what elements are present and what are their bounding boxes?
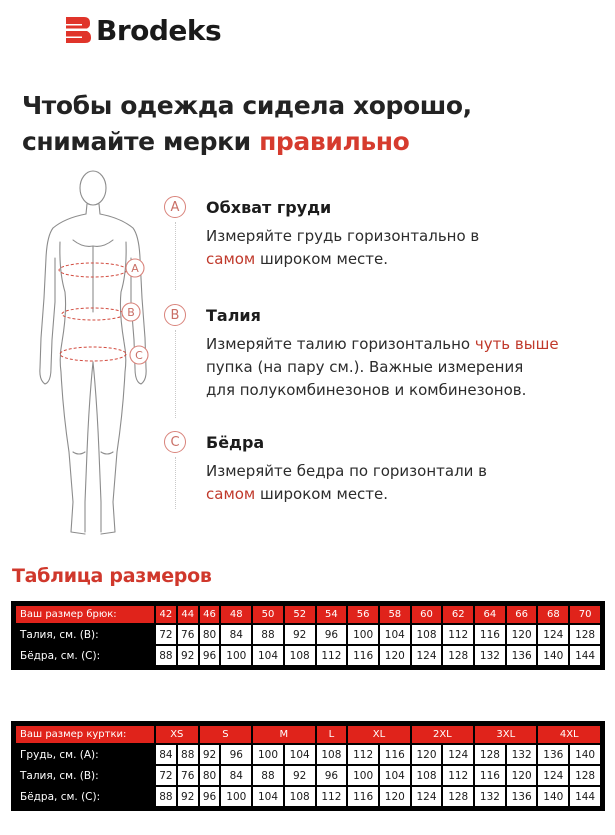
size-cell: 70: [570, 606, 600, 623]
size-cell: 58: [380, 606, 410, 623]
row-label: Бёдра, см. (C):: [16, 646, 154, 665]
value-cell: 112: [317, 646, 347, 665]
row-label: Бёдра, см. (C):: [16, 787, 154, 806]
value-cell: 116: [348, 646, 378, 665]
trousers-size-table: [11, 601, 605, 670]
value-cell: 108: [412, 766, 442, 785]
value-cell: 76: [178, 766, 198, 785]
value-cell: 84: [156, 745, 176, 764]
value-cell: 92: [178, 646, 198, 665]
size-cell: 62: [443, 606, 473, 623]
headline-line-1: Чтобы одежда сидела хорошо,: [22, 91, 472, 120]
size-cell: 54: [317, 606, 347, 623]
value-cell: 120: [507, 625, 537, 644]
value-cell: 144: [570, 646, 600, 665]
size-cell: 4XL: [538, 726, 600, 743]
value-cell: 108: [317, 745, 347, 764]
brand-mark-icon: [62, 15, 92, 45]
value-cell: 128: [570, 625, 600, 644]
size-cell: 56: [348, 606, 378, 623]
value-cell: 120: [507, 766, 537, 785]
row-label: Грудь, см. (A):: [16, 745, 154, 764]
value-cell: 116: [348, 787, 378, 806]
measure-hips: [164, 430, 604, 506]
value-cell: 136: [538, 745, 568, 764]
value-cell: 140: [538, 787, 568, 806]
value-cell: 92: [285, 625, 315, 644]
size-cell: 2XL: [412, 726, 473, 743]
value-cell: 100: [253, 745, 283, 764]
value-cell: 132: [475, 787, 505, 806]
value-cell: 72: [156, 625, 176, 644]
size-cell: 64: [475, 606, 505, 623]
value-cell: 132: [507, 745, 537, 764]
size-table-title: Таблица размеров: [12, 565, 212, 587]
table-header-row: [16, 606, 600, 623]
value-cell: 80: [200, 625, 220, 644]
jacket-size-table: [11, 721, 605, 811]
value-cell: 104: [253, 646, 283, 665]
value-cell: 116: [475, 625, 505, 644]
body-figure-illustration: [25, 162, 165, 547]
value-cell: 100: [348, 766, 378, 785]
measure-text-chest: Измеряйте грудь горизонтально в самом широком месте.: [206, 227, 480, 268]
figure-marker-c: C: [135, 349, 143, 362]
value-cell: 108: [285, 787, 315, 806]
size-cell: 66: [507, 606, 537, 623]
value-cell: 136: [507, 646, 537, 665]
value-cell: 116: [380, 745, 410, 764]
measure-text-waist: Измеряйте талию горизонтально чуть выше пупка (на пару см.). Важные измерения для полукомбинезонов и комбинезонов.: [206, 335, 559, 399]
table-header-label: Ваш размер куртки:: [16, 726, 154, 743]
size-cell: 50: [253, 606, 283, 623]
value-cell: 104: [253, 787, 283, 806]
value-cell: 104: [285, 745, 315, 764]
value-cell: 128: [443, 787, 473, 806]
value-cell: 116: [475, 766, 505, 785]
value-cell: 96: [200, 646, 220, 665]
measure-title-chest: Обхват груди: [206, 197, 332, 217]
figure-marker-a: A: [131, 262, 139, 275]
measure-title-hips: Бёдра: [206, 432, 265, 452]
value-cell: 144: [570, 787, 600, 806]
measure-letter-c: C: [164, 431, 186, 453]
value-cell: 88: [156, 646, 176, 665]
measure-text-hips: Измеряйте бедра по горизонтали в самом широком месте.: [206, 462, 488, 503]
brand-name: Brodeks: [96, 13, 222, 47]
headline-line-2-plain: снимайте мерки: [22, 127, 260, 156]
size-cell: XS: [156, 726, 198, 743]
value-cell: 92: [178, 787, 198, 806]
value-cell: 96: [200, 787, 220, 806]
value-cell: 88: [156, 787, 176, 806]
measure-title-waist: Талия: [206, 305, 261, 325]
value-cell: 80: [200, 766, 220, 785]
value-cell: 96: [221, 745, 251, 764]
value-cell: 140: [570, 745, 600, 764]
value-cell: 124: [538, 766, 568, 785]
value-cell: 88: [253, 625, 283, 644]
page-headline: [22, 88, 472, 160]
size-cell: 3XL: [475, 726, 536, 743]
value-cell: 88: [178, 745, 198, 764]
size-cell: XL: [348, 726, 409, 743]
value-cell: 112: [443, 766, 473, 785]
value-cell: 128: [570, 766, 600, 785]
size-cell: L: [317, 726, 347, 743]
size-cell: M: [253, 726, 314, 743]
measure-chest: [164, 195, 604, 271]
value-cell: 120: [412, 745, 442, 764]
figure-marker-b: B: [127, 306, 135, 319]
headline-line-2: [22, 124, 472, 160]
row-label: Талия, см. (B):: [16, 625, 154, 644]
value-cell: 100: [221, 646, 251, 665]
headline-accent-word: правильно: [259, 127, 410, 156]
value-cell: 124: [412, 787, 442, 806]
measure-letter-a: A: [164, 196, 186, 218]
value-cell: 92: [200, 745, 220, 764]
value-cell: 92: [285, 766, 315, 785]
value-cell: 124: [443, 745, 473, 764]
value-cell: 104: [380, 766, 410, 785]
value-cell: 112: [443, 625, 473, 644]
value-cell: 96: [317, 625, 347, 644]
table-row: [16, 745, 600, 764]
brand-logo: [62, 10, 221, 50]
table-row: [16, 787, 600, 806]
measure-waist: [164, 303, 604, 402]
size-cell: 42: [156, 606, 176, 623]
value-cell: 124: [538, 625, 568, 644]
value-cell: 96: [317, 766, 347, 785]
value-cell: 88: [253, 766, 283, 785]
size-cell: 46: [200, 606, 220, 623]
value-cell: 100: [348, 625, 378, 644]
value-cell: 120: [380, 787, 410, 806]
value-cell: 72: [156, 766, 176, 785]
value-cell: 104: [380, 625, 410, 644]
value-cell: 140: [538, 646, 568, 665]
measure-letter-b: B: [164, 304, 186, 326]
size-cell: 44: [178, 606, 198, 623]
value-cell: 76: [178, 625, 198, 644]
value-cell: 108: [285, 646, 315, 665]
table-row: [16, 766, 600, 785]
value-cell: 128: [475, 745, 505, 764]
value-cell: 112: [317, 787, 347, 806]
value-cell: 124: [412, 646, 442, 665]
value-cell: 84: [221, 625, 251, 644]
value-cell: 112: [348, 745, 378, 764]
value-cell: 84: [221, 766, 251, 785]
value-cell: 128: [443, 646, 473, 665]
size-cell: 68: [538, 606, 568, 623]
value-cell: 136: [507, 787, 537, 806]
size-cell: 52: [285, 606, 315, 623]
table-row: [16, 625, 600, 644]
size-cell: 48: [221, 606, 251, 623]
table-row: [16, 646, 600, 665]
table-header-row: [16, 726, 600, 743]
table-header-label: Ваш размер брюк:: [16, 606, 154, 623]
value-cell: 132: [475, 646, 505, 665]
row-label: Талия, см. (B):: [16, 766, 154, 785]
value-cell: 108: [412, 625, 442, 644]
size-cell: S: [200, 726, 252, 743]
value-cell: 100: [221, 787, 251, 806]
value-cell: 120: [380, 646, 410, 665]
size-cell: 60: [412, 606, 442, 623]
